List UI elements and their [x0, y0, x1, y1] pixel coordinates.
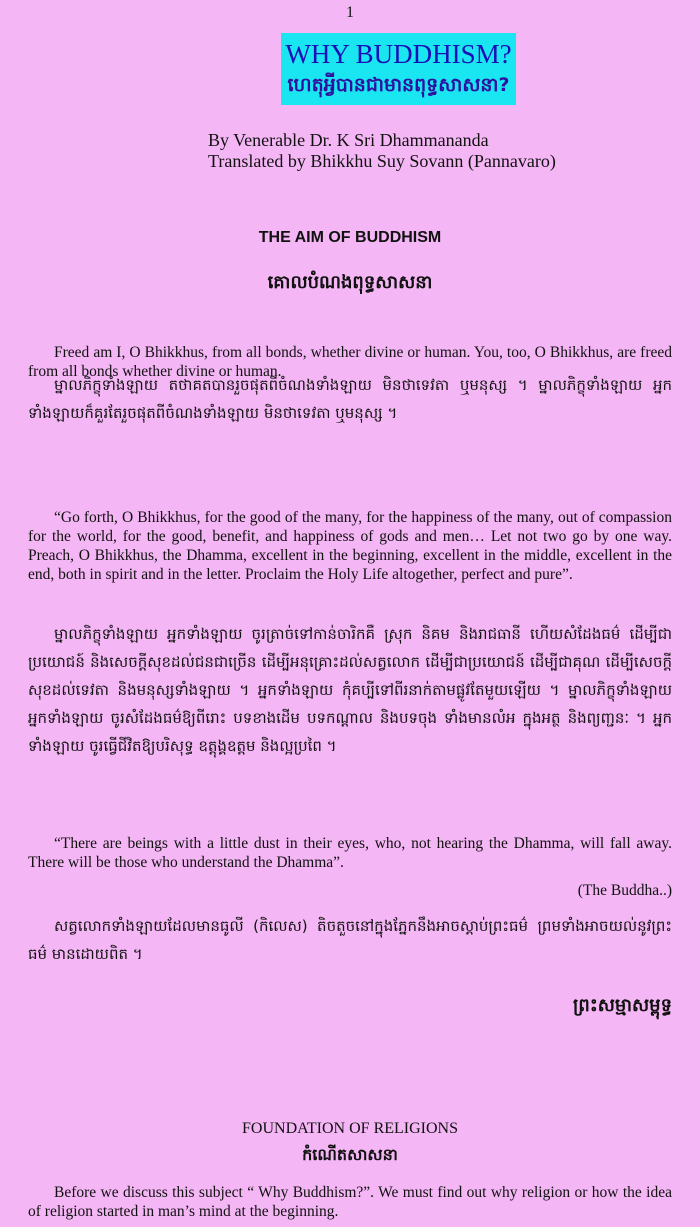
section-heading-aim-khmer: គោលបំណងពុទ្ធសាសនា	[267, 272, 433, 293]
paragraph-3-english	[28, 834, 672, 872]
paragraph-4-english	[28, 1183, 672, 1221]
title-banner	[281, 33, 516, 105]
page-number: 1	[346, 4, 354, 21]
document-title: WHY BUDDHISM?	[285, 39, 512, 69]
paragraph-2-english-text: “Go forth, O Bhikkhus, for the good of the many, for the happiness of the many, out of compassion for the world, for the good, benefit, and happiness of gods and men… Let not two go by one way. Preach, O Bhikkhus, the Dhamma, excellent in the beginning, excellent in the middle, excellent in the end, both in spirit and in the letter. Proclaim the Holy Life altogether, perfect and pure”.	[28, 509, 672, 583]
section-heading-foundation-khmer: កំណើតសាសនា	[302, 1145, 398, 1164]
paragraph-2-english	[28, 508, 672, 584]
author-line: By Venerable Dr. K Sri Dhammananda	[208, 130, 489, 150]
paragraph-3-khmer	[28, 912, 672, 968]
paragraph-3-english-text: “There are beings with a little dust in their eyes, who, not hearing the Dhamma, will fall away. There will be those who understand the Dhamma”.	[28, 835, 672, 871]
paragraph-1-english-text: Freed am I, O Bhikkhus, from all bonds, whether divine or human. You, too, O Bhikkhus, are freed from all bonds whether divine or human.	[28, 344, 672, 380]
section-heading-foundation: FOUNDATION OF RELIGIONS	[242, 1120, 458, 1137]
paragraph-1-khmer	[28, 371, 672, 427]
document-title-khmer: ហេតុអ្វីបានជាមានពុទ្ធសាសនា?	[287, 74, 510, 96]
quote-attribution-khmer: ព្រះសម្មាសម្ពុទ្ធ	[573, 995, 672, 1016]
paragraph-2-khmer	[28, 620, 672, 760]
quote-attribution: (The Buddha..)	[577, 882, 672, 899]
paragraph-4-english-text: Before we discuss this subject “ Why Buddhism?”. We must find out why religion or how the idea of religion started in man’s mind at the beginning.	[28, 1184, 672, 1220]
paragraph-2-khmer-text: ម្នាលភិក្ខុទាំងឡាយ អ្នកទាំងឡាយ ចូរត្រាច់ទៅកាន់ចារិកគឺ ស្រុក និគម និងរាជធានី ហើយសំដែងធម៌ ដើម្បីជាប្រយោជន៍ និងសេចក្តីសុខដល់ជនជាច្រើន ដើម្បីអនុគ្រោះដល់សត្វលោក ដើម្បីជាប្រយោជន៍ ដើម្បីជាគុណ ដើម្បីសេចក្តីសុខដល់ទេវតា និងមនុស្សទាំងឡាយ ។ អ្នកទាំងឡាយ កុំគប្បីទៅពីរនាក់តាមផ្លូវតែមួយឡើយ ។ ម្នាលភិក្ខុទាំងឡាយ អ្នកទាំងឡាយ ចូរសំដែងធម៌ឱ្យពីរោះ បទខាងដើម បទកណ្តាល និងបទចុង ទាំងមានលំអ ក្នុងអត្ថ និងព្យញ្ជនៈ ។ អ្នកទាំងឡាយ ចូរធ្វើជីវិតឱ្យបរិសុទ្ធ ឧត្តុង្គឧត្តម និងល្អប្រពៃ ។	[28, 625, 672, 755]
translator-line: Translated by Bhikkhu Suy Sovann (Pannavaro)	[208, 151, 556, 171]
paragraph-1-khmer-text: ម្នាលភិក្ខុទាំងឡាយ តថាគតបានរួចផុតពីចំណងទាំងឡាយ មិនថាទេវតា ឬមនុស្ស ។ ម្នាលភិក្ខុទាំងឡាយ អ្នកទាំងឡាយក៏គួរតែរួចផុតពីចំណងទាំងឡាយ មិនថាទេវតា ឬមនុស្ស ។	[28, 376, 672, 422]
section-heading-aim: THE AIM OF BUDDHISM	[258, 229, 442, 246]
paragraph-3-khmer-text: សត្វលោកទាំងឡាយដែលមានធូលី (កិលេស) តិចតួចនៅក្នុងភ្នែកនឹងអាចស្តាប់ព្រះធម៌ ព្រមទាំងអាចយល់នូវព្រះធម៌ មានដោយពិត ។	[28, 917, 672, 963]
byline	[208, 130, 556, 172]
